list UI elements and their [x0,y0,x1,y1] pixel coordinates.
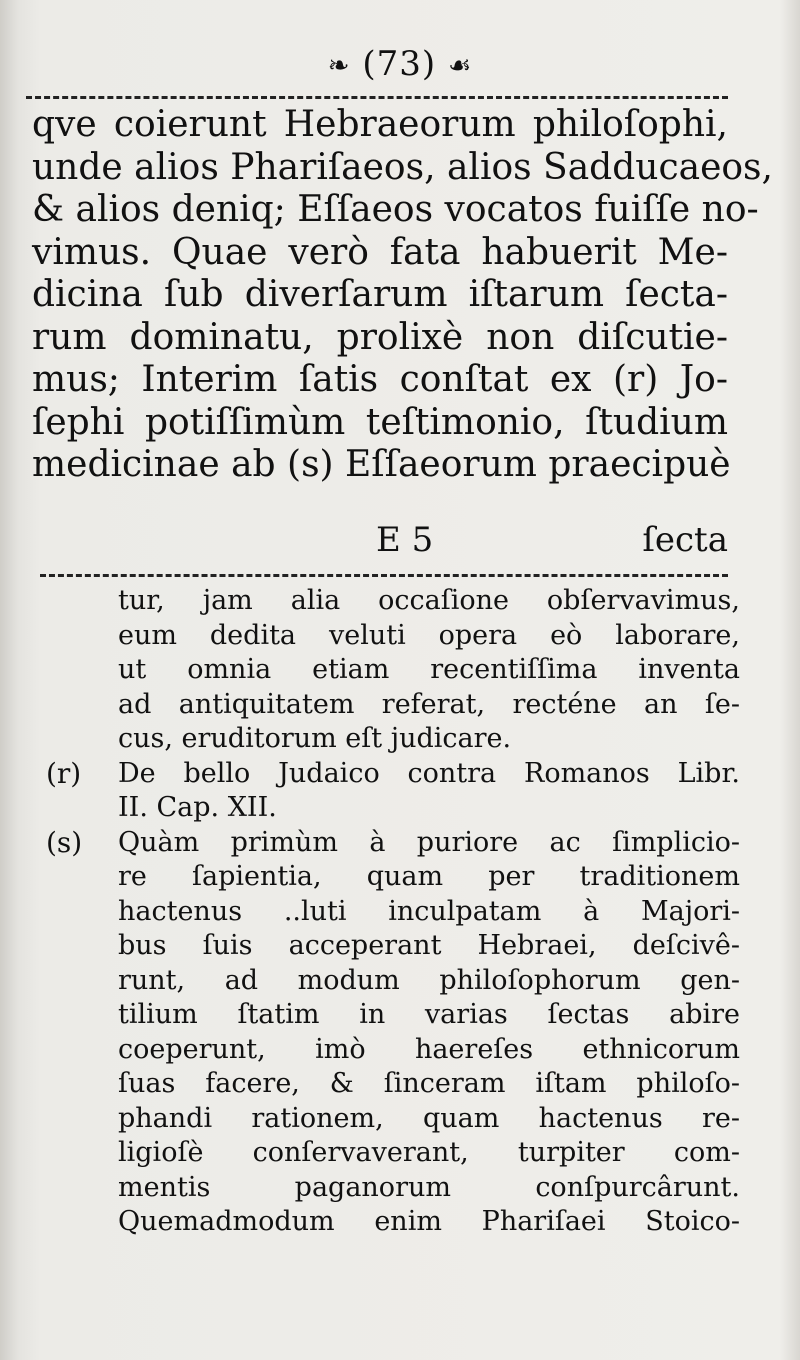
footnote-line: re ſapientia, quam per traditionem [118,861,740,892]
footnote-s [46,826,740,1240]
ornament-left-icon: ❧ [327,51,351,81]
text-line: mus; Interim ſatis conſtat ex (r) Jo- [32,359,728,400]
footnote-line: runt, ad modum philoſophorum gen- [118,964,740,996]
footnote-line: mentis paganorum conſpurcârunt. [118,1171,740,1203]
footnote-line: Quemadmodum enim Phariſaei Stoico- [118,1206,740,1237]
footnote-line: phandi rationem, quam hactenus re- [118,1102,740,1134]
footnote-line: eum dedita veluti opera eò laborare, [118,619,740,651]
signature-mark: E 5 [376,520,434,560]
footnote-line: coeperunt, imò haereſes ethnicorum [118,1033,740,1065]
page-header [0,44,800,84]
text-line: & alios deniq; Eſſaeos vocatos fuiſſe no- [32,189,759,230]
footnote-line: II. Cap. XII. [118,792,277,823]
footnote-rule [40,574,728,577]
footnote-mark: (s) [46,825,83,859]
main-text [32,104,773,487]
footnote-line: ligioſè conſervaverant, turpiter com- [118,1137,740,1168]
footnote-mark: (r) [46,756,82,790]
footnote-line: cus, eruditorum eſt judicare. [118,723,512,754]
text-line: qve coierunt Hebraeorum philoſophi, [32,104,728,145]
footnotes [46,584,740,1240]
footnote-line: tur, jam alia occaſione obſervavimus, [118,585,740,616]
catchword: ſecta [642,520,728,560]
footnote-line: bus ſuis acceperant Hebraei, deſcivê- [118,930,740,961]
text-line: rum dominatu, prolixè non diſcutie- [32,316,728,358]
header-rule [26,96,728,99]
text-line: medicinae ab (s) Eſſaeorum praecipuè [32,444,731,485]
footnote-continuation [46,584,740,757]
footnote-line: ad antiquitatem referat, recténe an ſe- [118,688,740,720]
ornament-right-icon: ☙ [447,51,473,81]
text-line: ſephi potiſſimùm teſtimonio, ſtudium [32,401,728,443]
text-line: unde alios Phariſaeos, alios Sadducaeos, [32,146,773,188]
footnote-line: tilium ſtatim in varias ſectas abire [118,999,740,1030]
page-number: (73) [362,44,437,84]
footnote-line: ſuas facere, & ſinceram iſtam philoſo- [118,1068,740,1099]
footnote-r [46,757,740,826]
text-line: vimus. Quae verò fata habuerit Me- [32,231,728,273]
footnote-line: hactenus ..luti inculpatam à Majori- [118,895,740,927]
footnote-line: ut omnia etiam recentiſſima inventa [118,654,740,685]
text-line: dicina ſub diverſarum iſtarum ſecta- [32,274,728,315]
footnote-line: De bello Judaico contra Romanos Libr. [118,757,740,789]
footnote-line: Quàm primùm à puriore ac ſimplicio- [118,826,740,858]
